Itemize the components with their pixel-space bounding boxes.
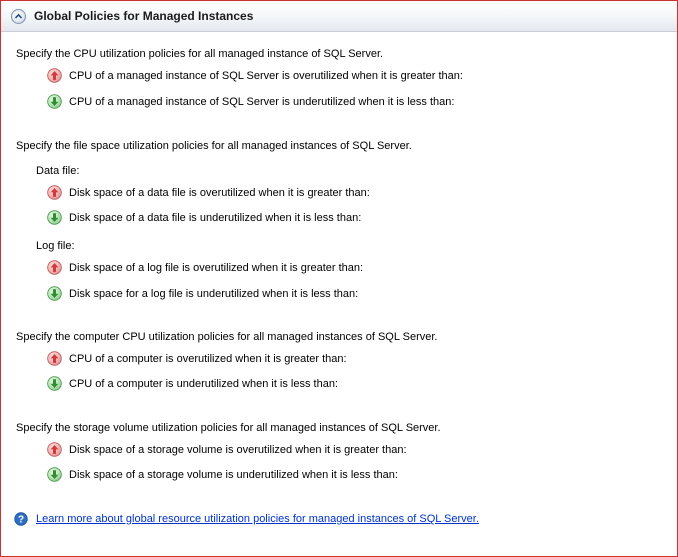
computer-cpu-over-label: CPU of a computer is overutilized when it is greater than: xyxy=(69,352,347,365)
arrow-down-icon xyxy=(47,210,62,225)
arrow-up-icon xyxy=(47,260,62,275)
log-file-over-row xyxy=(47,260,363,275)
cpu-over-label: CPU of a managed instance of SQL Server is overutilized when it is greater than: xyxy=(69,69,463,82)
arrow-down-icon xyxy=(47,376,62,391)
chevron-up-icon xyxy=(14,12,23,21)
learn-more-link[interactable]: Learn more about global resource utilization policies for managed instances of SQL Server. xyxy=(36,513,479,525)
data-file-over-row xyxy=(47,185,370,200)
help-icon xyxy=(14,512,28,526)
panel-title: Global Policies for Managed Instances xyxy=(34,9,254,23)
storage-over-row xyxy=(47,442,407,457)
arrow-up-icon xyxy=(47,185,62,200)
log-file-under-row xyxy=(47,286,358,301)
computer-cpu-section-intro: Specify the computer CPU utilization policies for all managed instances of SQL Server. xyxy=(16,331,438,343)
storage-over-label: Disk space of a storage volume is overutilized when it is greater than: xyxy=(69,443,407,456)
log-file-label: Log file: xyxy=(36,240,75,252)
computer-cpu-under-row xyxy=(47,376,338,391)
collapse-button[interactable] xyxy=(11,9,26,24)
data-file-under-row xyxy=(47,210,361,225)
log-file-over-label: Disk space of a log file is overutilized when it is greater than: xyxy=(69,261,364,274)
panel-header xyxy=(1,1,677,32)
cpu-under-label: CPU of a managed instance of SQL Server is underutilized when it is less than: xyxy=(69,95,455,108)
arrow-up-icon xyxy=(47,351,62,366)
file-space-section-intro: Specify the file space utilization policies for all managed instances of SQL Server. xyxy=(16,140,412,152)
arrow-down-icon xyxy=(47,286,62,301)
cpu-under-row xyxy=(47,94,454,109)
arrow-up-icon xyxy=(47,442,62,457)
computer-cpu-under-label: CPU of a computer is underutilized when it is less than: xyxy=(69,377,339,390)
data-file-label: Data file: xyxy=(36,165,80,177)
data-file-over-label: Disk space of a data file is overutilized when it is greater than: xyxy=(69,186,370,199)
storage-under-label: Disk space of a storage volume is underutilized when it is less than: xyxy=(69,468,398,481)
computer-cpu-over-row xyxy=(47,351,347,366)
cpu-section-intro: Specify the CPU utilization policies for all managed instance of SQL Server. xyxy=(16,48,384,60)
log-file-under-label: Disk space for a log file is underutilized when it is less than: xyxy=(69,287,359,300)
arrow-down-icon xyxy=(47,94,62,109)
storage-under-row xyxy=(47,467,398,482)
data-file-under-label: Disk space of a data file is underutilized when it is less than: xyxy=(69,211,362,224)
cpu-over-row xyxy=(47,68,463,83)
help-link-row xyxy=(14,512,479,526)
arrow-down-icon xyxy=(47,467,62,482)
arrow-up-icon xyxy=(47,68,62,83)
storage-section-intro: Specify the storage volume utilization policies for all managed instances of SQL Server. xyxy=(16,422,441,434)
svg-text:?: ? xyxy=(17,514,25,526)
